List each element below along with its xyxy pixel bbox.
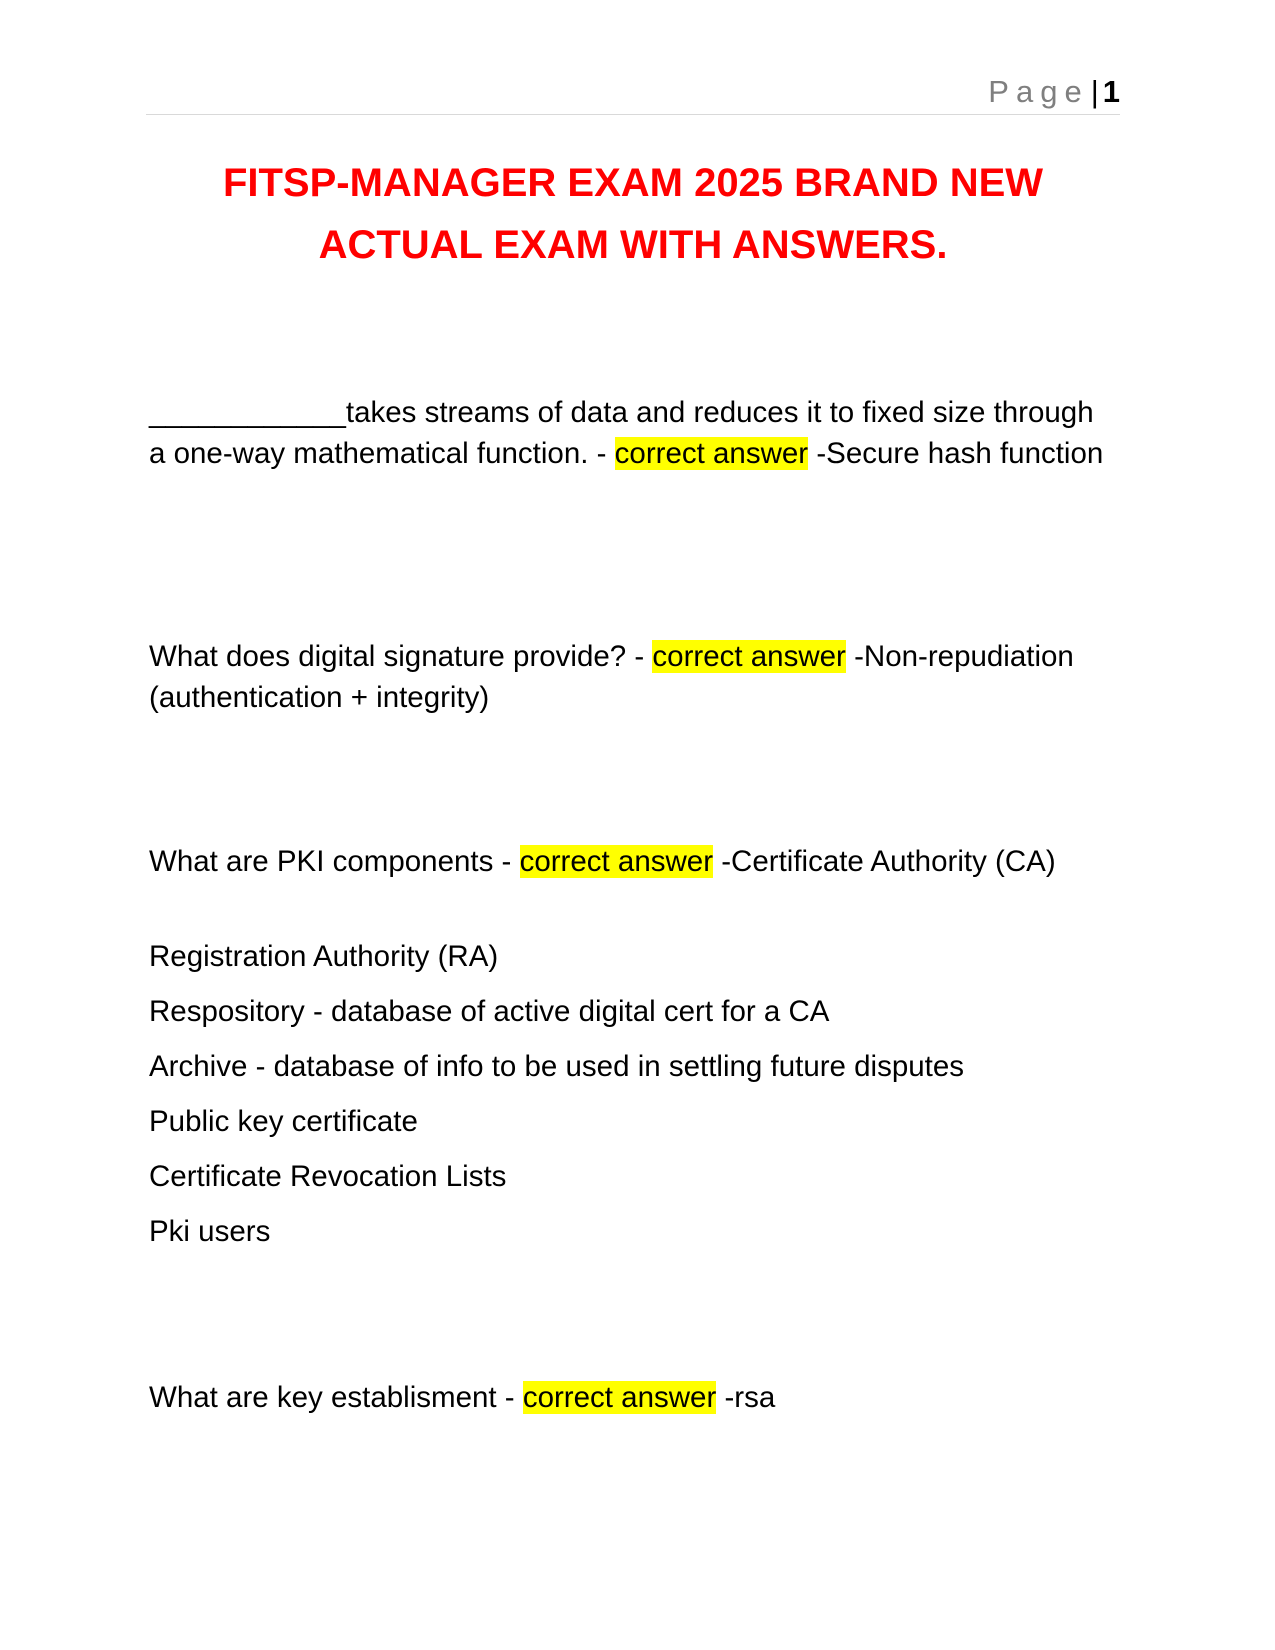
page-word: Page — [988, 74, 1089, 109]
page-separator: | — [1090, 74, 1099, 109]
answer-list-item: Archive - database of info to be used in settling future disputes — [149, 1050, 965, 1083]
page-header — [146, 70, 1120, 115]
correct-answer-label: correct answer — [614, 437, 809, 470]
question-block-2 — [149, 636, 1109, 718]
question-text: What does digital signature provide? - — [149, 640, 653, 673]
question-text: ____________takes streams of data and reduces it to fixed size through a one-way mathematical function. - — [149, 396, 1094, 470]
answer-text: -Certificate Authority (CA) — [713, 845, 1056, 878]
correct-answer-label: correct answer — [522, 1381, 717, 1414]
correct-answer-label: correct answer — [652, 640, 846, 673]
document-title: FITSP-MANAGER EXAM 2025 BRAND NEW ACTUAL EXAM WITH ANSWERS. — [222, 161, 1044, 267]
answer-list-item: Pki users — [149, 1215, 271, 1248]
answer-list-item: Respository - database of active digital cert for a CA — [149, 995, 830, 1028]
page-number: 1 — [1102, 74, 1120, 109]
answer-text: -Secure hash function — [808, 437, 1104, 470]
answer-list-item: Public key certificate — [149, 1105, 418, 1138]
answer-text: -rsa — [716, 1381, 776, 1414]
answer-list-item: Certificate Revocation Lists — [149, 1160, 507, 1193]
page-number-label — [988, 74, 1120, 110]
correct-answer-label: correct answer — [519, 845, 714, 878]
question-block-1 — [149, 392, 1109, 474]
answer-list-item: Registration Authority (RA) — [149, 940, 499, 973]
question-block-3 — [149, 841, 1109, 882]
question-text: What are PKI components - — [149, 845, 520, 878]
answer-text: -Non-repudiation (authentication + integrity) — [149, 640, 1074, 714]
question-text: What are key establisment - — [149, 1381, 523, 1414]
question-block-4 — [149, 1377, 1109, 1418]
